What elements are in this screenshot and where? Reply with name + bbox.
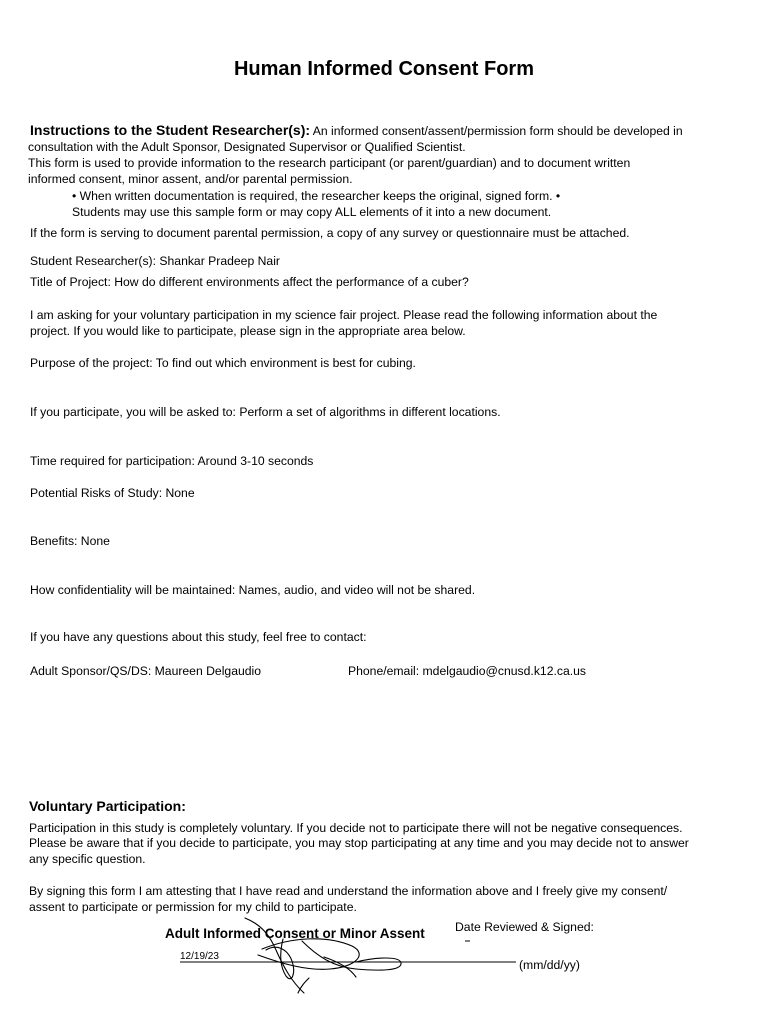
instructions-bullet: Students may use this sample form or may copy ALL elements of it into a new document. bbox=[72, 205, 552, 219]
form-title: Human Informed Consent Form bbox=[233, 58, 534, 80]
survey-note: If the form is serving to document parental permission, a copy of any survey or questionnaire must be attached. bbox=[30, 226, 630, 240]
voluntary-text: Please be aware that if you decide to participate, you may stop participating at any time and you may decide not to answer bbox=[29, 836, 689, 850]
attestation-text: By signing this form I am attesting that I have read and understand the information above and I freely give my consent/ bbox=[29, 884, 668, 898]
participation-request: I am asking for your voluntary participation in my science fair project. Please read the following information about the bbox=[30, 308, 658, 322]
date-format-hint: (mm/dd/yy) bbox=[519, 958, 580, 972]
instructions-bullet: • When written documentation is required, the researcher keeps the original, signed form. • bbox=[72, 189, 561, 203]
voluntary-text: any specific question. bbox=[29, 852, 146, 866]
instructions-line: consultation with the Adult Sponsor, Designated Supervisor or Qualified Scientist. bbox=[28, 140, 466, 154]
signature-scribble bbox=[245, 918, 401, 993]
confidentiality-field: How confidentiality will be maintained: Names, audio, and video will not be shared. bbox=[30, 583, 476, 597]
asked-to-field: If you participate, you will be asked to: Perform a set of algorithms in different locations. bbox=[30, 405, 501, 419]
instructions-lead: An informed consent/assent/permission form should be developed in bbox=[310, 124, 683, 138]
benefits-field: Benefits: None bbox=[30, 534, 110, 548]
voluntary-text: Participation in this study is completely voluntary. If you decide not to participate there will not be negative consequences. bbox=[29, 821, 683, 835]
purpose-field: Purpose of the project: To find out which environment is best for cubing. bbox=[30, 356, 416, 370]
signed-date: 12/19/23 bbox=[180, 951, 219, 962]
adult-sponsor-field: Adult Sponsor/QS/DS: Maureen Delgaudio bbox=[30, 664, 262, 678]
contact-field: Phone/email: mdelgaudio@cnusd.k12.ca.us bbox=[348, 664, 586, 678]
student-researcher-field: Student Researcher(s): Shankar Pradeep Nair bbox=[30, 254, 280, 268]
questions-prompt: If you have any questions about this study, feel free to contact: bbox=[30, 630, 367, 644]
signature-heading: Adult Informed Consent or Minor Assent bbox=[165, 926, 425, 941]
instructions-heading: Instructions to the Student Researcher(s): bbox=[30, 122, 311, 138]
risks-field: Potential Risks of Study: None bbox=[30, 486, 195, 500]
instructions-line: This form is used to provide information to the research participant (or parent/guardian) and to document written bbox=[28, 156, 631, 170]
project-title-field: Title of Project: How do different environments affect the performance of a cuber? bbox=[30, 275, 469, 289]
time-required-field: Time required for participation: Around 3-10 seconds bbox=[30, 454, 314, 468]
attestation-text: assent to participate or permission for my child to participate. bbox=[29, 900, 357, 914]
instructions-line: informed consent, minor assent, and/or parental permission. bbox=[28, 172, 353, 186]
voluntary-heading: Voluntary Participation: bbox=[29, 798, 186, 814]
date-reviewed-label: Date Reviewed & Signed: bbox=[455, 920, 594, 934]
participation-request: project. If you would like to participate, please sign in the appropriate area below. bbox=[30, 324, 466, 338]
